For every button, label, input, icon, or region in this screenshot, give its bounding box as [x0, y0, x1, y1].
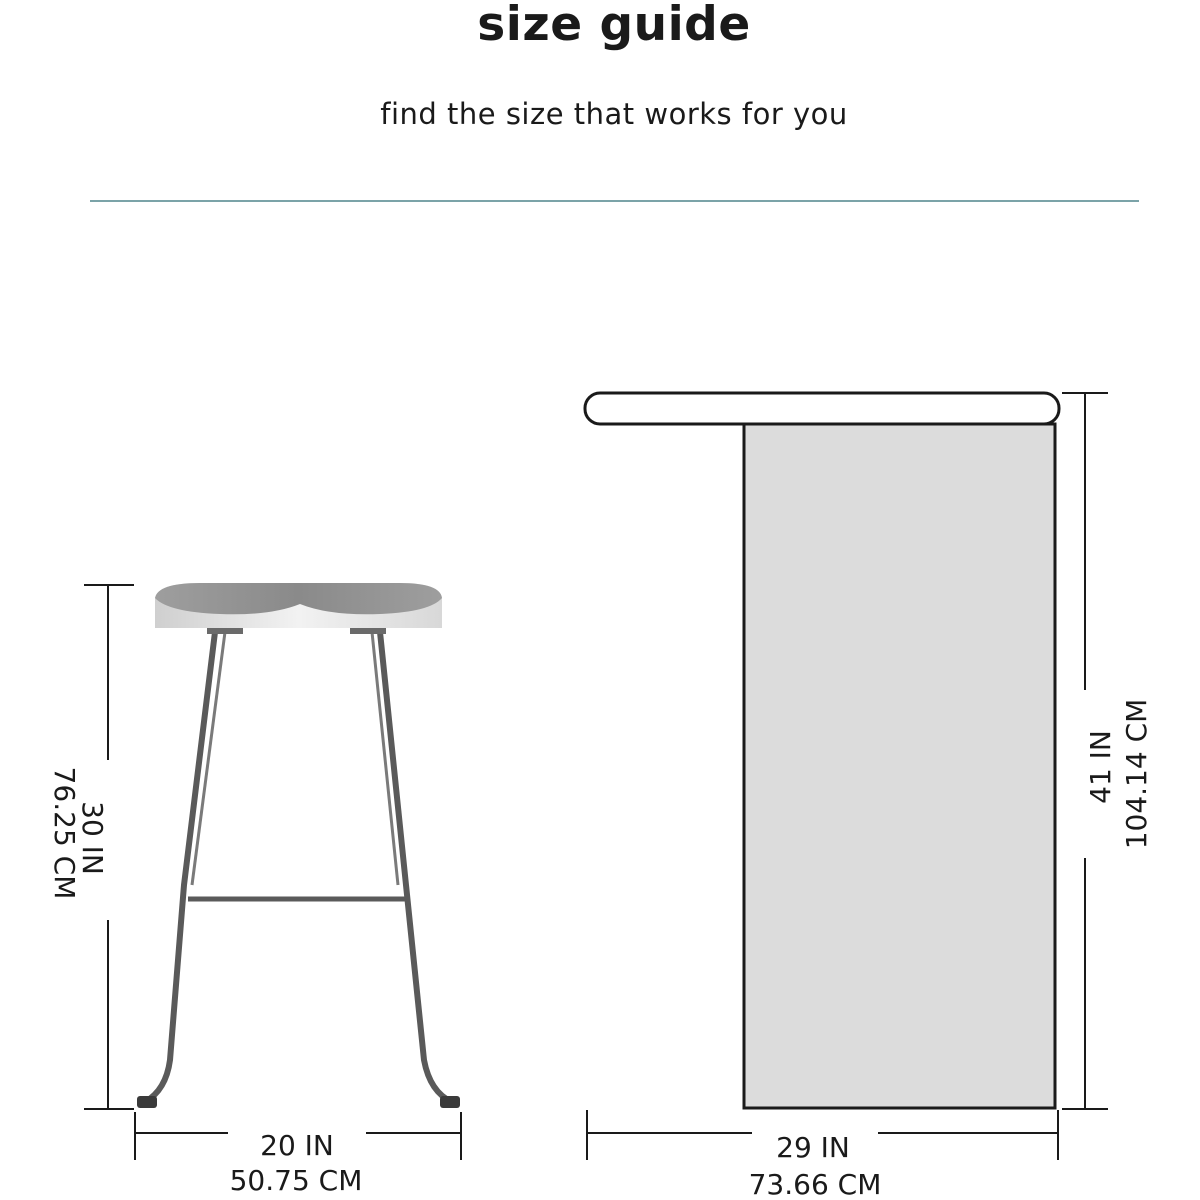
page-title: size guide [477, 0, 751, 52]
stool-width-inches: 20 IN [260, 1129, 334, 1162]
counter-height-cm: 104.14 CM [1120, 698, 1153, 850]
stool-bracket-left [207, 628, 243, 634]
counter-width-cm: 73.66 CM [748, 1168, 882, 1200]
stool-illustration [137, 583, 460, 1108]
stool-width-cm: 50.75 CM [229, 1164, 363, 1197]
stool-bracket-right [350, 628, 386, 634]
stool-leg-front-right [380, 632, 452, 1102]
stool-foot-right [440, 1096, 460, 1108]
counter-base [744, 424, 1055, 1108]
stool-leg-front-left [145, 632, 215, 1102]
stool-height-cm: 76.25 CM [48, 766, 81, 900]
counter-width-inches: 29 IN [776, 1131, 850, 1164]
page-subtitle: find the size that works for you [380, 97, 848, 131]
counter-top [585, 393, 1059, 424]
counter-illustration [585, 393, 1059, 1108]
counter-height-inches: 41 IN [1084, 730, 1117, 804]
stool-foot-left [137, 1096, 157, 1108]
stool-height-inches: 30 IN [76, 801, 109, 875]
